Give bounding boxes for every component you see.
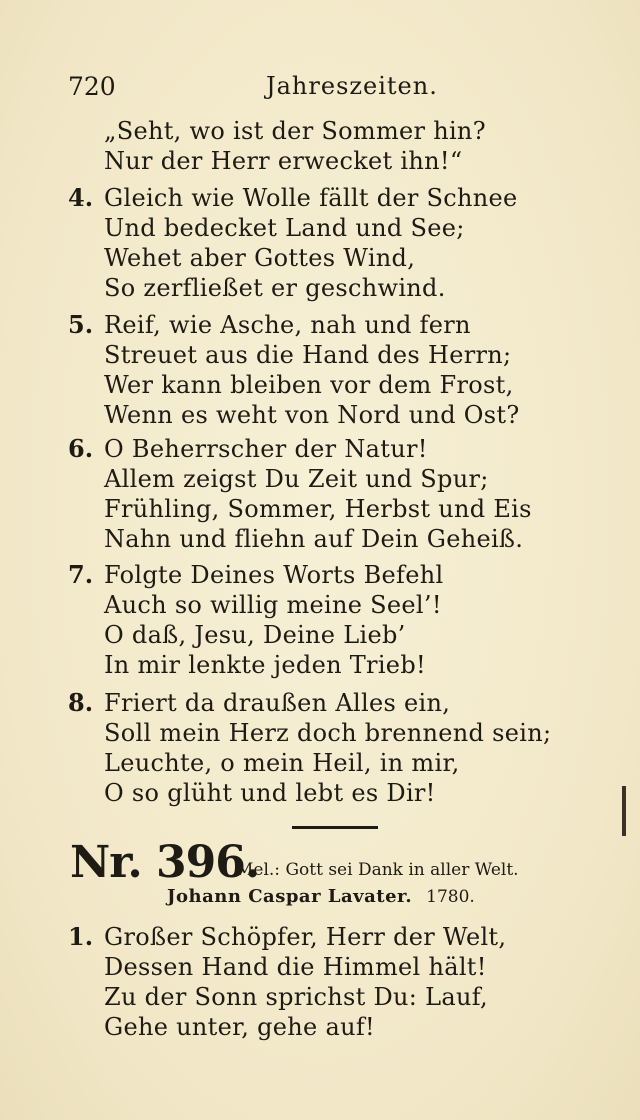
verse-number: 4. — [68, 183, 94, 212]
author-line — [167, 884, 475, 910]
verse-line: Reif, wie Asche, nah und fern — [104, 311, 471, 339]
verse-number: 8. — [68, 688, 94, 717]
verse-line: Leuchte, o mein Heil, in mir, — [104, 749, 460, 777]
verse-line: Wehet aber Gottes Wind, — [104, 244, 416, 272]
page-edge-mark — [622, 786, 626, 836]
page-number: 720 — [68, 72, 116, 101]
verse-line: Soll mein Herz doch brennend sein; — [104, 719, 552, 747]
verse-number: 7. — [68, 560, 94, 589]
verse-line: Folgte Deines Worts Befehl — [104, 561, 444, 589]
author-year: 1780. — [426, 887, 475, 907]
verse-number: 6. — [68, 434, 94, 463]
melody-reference: Mel.: Gott sei Dank in aller Welt. — [236, 860, 519, 880]
verse-line: O Beherrscher der Natur! — [104, 435, 428, 463]
verse-line: Friert da draußen Alles ein, — [104, 689, 451, 717]
verse-line: O so glüht und lebt es Dir! — [104, 779, 436, 807]
verse-line: Großer Schöpfer, Herr der Welt, — [104, 923, 507, 951]
verse-line: Streuet aus die Hand des Herrn; — [104, 341, 512, 369]
hymn-number: Nr. 396. — [70, 837, 260, 888]
section-divider — [292, 826, 378, 829]
verse-line: Zu der Sonn sprichst Du: Lauf, — [104, 983, 488, 1011]
verse-line: Wer kann bleiben vor dem Frost, — [104, 371, 514, 399]
verse-line: So zerfließet er geschwind. — [104, 274, 446, 302]
verse-number: 1. — [68, 922, 94, 951]
verse-line: In mir lenkte jeden Trieb! — [104, 651, 426, 679]
verse-line: Allem zeigst Du Zeit und Spur; — [104, 465, 489, 493]
verse-line: Wenn es weht von Nord und Ost? — [104, 401, 520, 429]
verse-line: Auch so willig meine Seel’! — [104, 591, 442, 619]
verse-line: Frühling, Sommer, Herbst und Eis — [104, 495, 532, 523]
verse-line: Gehe unter, gehe auf! — [104, 1013, 375, 1041]
verse-line: Dessen Hand die Himmel hält! — [104, 953, 487, 981]
verse-line: O daß, Jesu, Deine Lieb’ — [104, 621, 406, 649]
verse-line: Nahn und fliehn auf Dein Geheiß. — [104, 525, 524, 553]
verse-line: „Seht, wo ist der Sommer hin? — [104, 117, 486, 145]
running-title: Jahreszeiten. — [266, 72, 438, 100]
page-header — [68, 70, 588, 110]
verse-line: Gleich wie Wolle fällt der Schnee — [104, 184, 518, 212]
verse-line: Und bedecket Land und See; — [104, 214, 465, 242]
verse-number: 5. — [68, 310, 94, 339]
author-name: Johann Caspar Lavater. — [167, 886, 413, 907]
verse-line: Nur der Herr erwecket ihn!“ — [104, 147, 463, 175]
